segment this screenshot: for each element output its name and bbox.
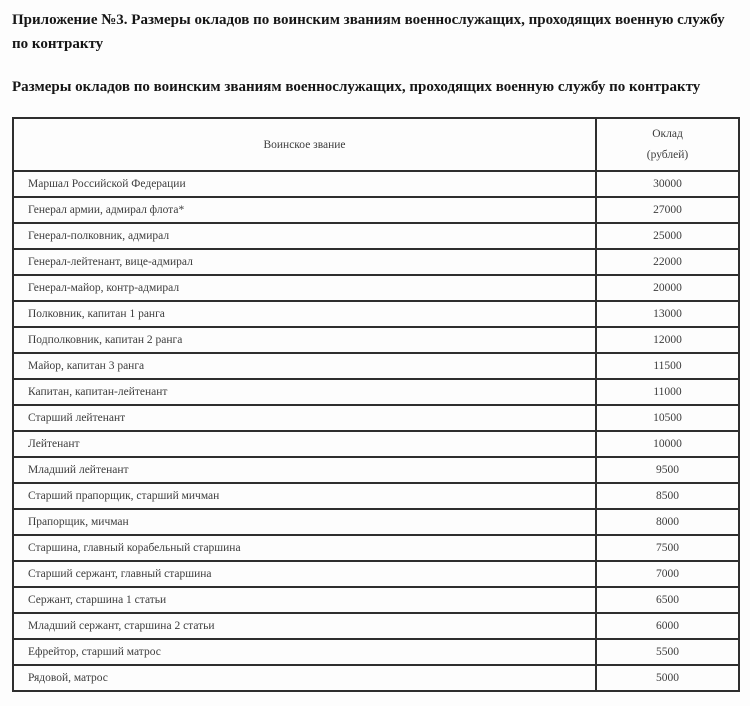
salary-cell: 7000 bbox=[596, 561, 739, 587]
rank-cell: Ефрейтор, старший матрос bbox=[13, 639, 596, 665]
table-row bbox=[13, 561, 739, 587]
table-row bbox=[13, 483, 739, 509]
salary-cell: 27000 bbox=[596, 197, 739, 223]
salary-cell: 11500 bbox=[596, 353, 739, 379]
table-row bbox=[13, 327, 739, 353]
rank-cell: Полковник, капитан 1 ранга bbox=[13, 301, 596, 327]
salary-cell: 13000 bbox=[596, 301, 739, 327]
salary-cell: 5500 bbox=[596, 639, 739, 665]
rank-cell: Лейтенант bbox=[13, 431, 596, 457]
rank-cell: Старший прапорщик, старший мичман bbox=[13, 483, 596, 509]
table-row bbox=[13, 275, 739, 301]
header-row bbox=[13, 118, 739, 171]
table-row bbox=[13, 639, 739, 665]
column-header-salary-line1: Оклад bbox=[652, 128, 683, 140]
table-row bbox=[13, 587, 739, 613]
table-row bbox=[13, 353, 739, 379]
salary-cell: 11000 bbox=[596, 379, 739, 405]
rank-cell: Генерал-майор, контр-адмирал bbox=[13, 275, 596, 301]
rank-cell: Генерал-лейтенант, вице-адмирал bbox=[13, 249, 596, 275]
salary-cell: 6000 bbox=[596, 613, 739, 639]
salary-cell: 7500 bbox=[596, 535, 739, 561]
table-row bbox=[13, 301, 739, 327]
table-row bbox=[13, 431, 739, 457]
column-header-salary bbox=[596, 118, 739, 171]
rank-cell: Майор, капитан 3 ранга bbox=[13, 353, 596, 379]
page-title: Приложение №3. Размеры окладов по воинским званиям военнослужащих, проходящих военную службу по контракту bbox=[12, 12, 725, 52]
salary-cell: 25000 bbox=[596, 223, 739, 249]
rank-cell: Младший сержант, старшина 2 статьи bbox=[13, 613, 596, 639]
salary-table bbox=[12, 117, 740, 692]
table-row bbox=[13, 379, 739, 405]
rank-cell: Генерал армии, адмирал флота* bbox=[13, 197, 596, 223]
salary-cell: 10000 bbox=[596, 431, 739, 457]
rank-cell: Подполковник, капитан 2 ранга bbox=[13, 327, 596, 353]
salary-cell: 5000 bbox=[596, 665, 739, 691]
salary-cell: 30000 bbox=[596, 171, 739, 197]
salary-cell: 22000 bbox=[596, 249, 739, 275]
table-row bbox=[13, 171, 739, 197]
column-header-salary-line2: (рублей) bbox=[646, 148, 689, 161]
salary-cell: 8500 bbox=[596, 483, 739, 509]
salary-cell: 9500 bbox=[596, 457, 739, 483]
salary-cell: 6500 bbox=[596, 587, 739, 613]
rank-cell: Сержант, старшина 1 статьи bbox=[13, 587, 596, 613]
rank-cell: Младший лейтенант bbox=[13, 457, 596, 483]
rank-cell: Капитан, капитан-лейтенант bbox=[13, 379, 596, 405]
salary-cell: 20000 bbox=[596, 275, 739, 301]
table-caption: Размеры окладов по воинским званиям военнослужащих, проходящих военную службу по контракту bbox=[12, 79, 701, 95]
table-row bbox=[13, 535, 739, 561]
rank-cell: Старшина, главный корабельный старшина bbox=[13, 535, 596, 561]
table-row bbox=[13, 223, 739, 249]
table-row bbox=[13, 509, 739, 535]
rank-cell: Маршал Российской Федерации bbox=[13, 171, 596, 197]
table-row bbox=[13, 405, 739, 431]
table-row bbox=[13, 613, 739, 639]
table-row bbox=[13, 197, 739, 223]
salary-cell: 8000 bbox=[596, 509, 739, 535]
rank-cell: Прапорщик, мичман bbox=[13, 509, 596, 535]
rank-cell: Старший лейтенант bbox=[13, 405, 596, 431]
rank-cell: Старший сержант, главный старшина bbox=[13, 561, 596, 587]
salary-cell: 12000 bbox=[596, 327, 739, 353]
column-header-rank: Воинское звание bbox=[13, 118, 596, 171]
table-body bbox=[13, 171, 739, 691]
table-row bbox=[13, 665, 739, 691]
table-row bbox=[13, 249, 739, 275]
rank-cell: Генерал-полковник, адмирал bbox=[13, 223, 596, 249]
table-row bbox=[13, 457, 739, 483]
salary-cell: 10500 bbox=[596, 405, 739, 431]
rank-cell: Рядовой, матрос bbox=[13, 665, 596, 691]
